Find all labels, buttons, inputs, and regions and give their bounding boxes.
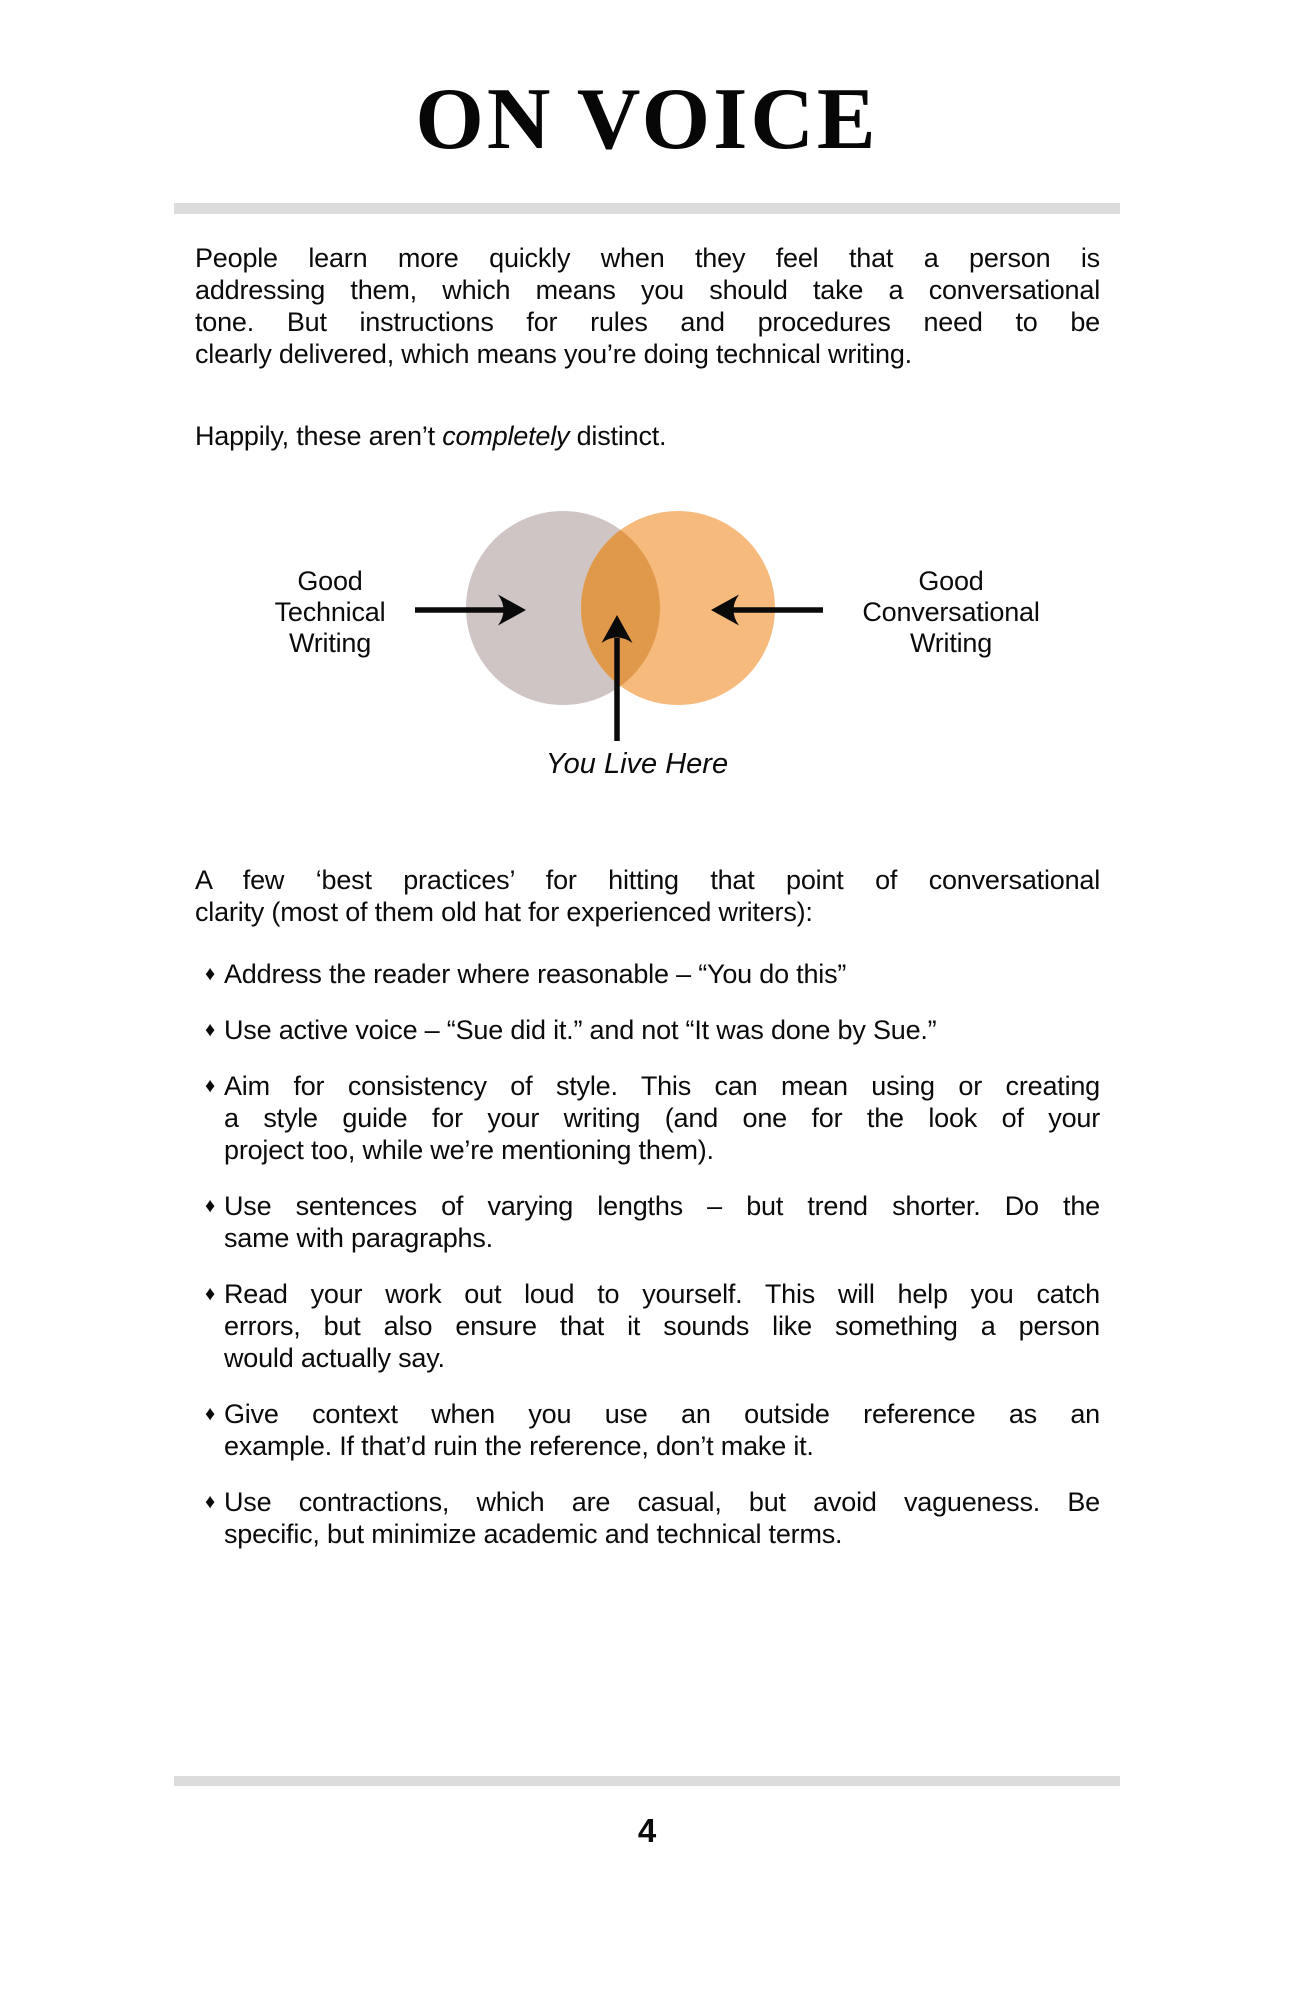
text-line: Read your work out loud to yourself. This will help you catch <box>224 1278 1100 1309</box>
text-line: Writing <box>909 627 993 658</box>
page-number: 4 <box>637 1812 657 1849</box>
bullet-text <box>224 1398 1100 1462</box>
text-line: addressing them, which means you should take a conversational <box>195 274 1100 305</box>
bullet-item <box>195 958 1100 990</box>
bullet-item <box>195 1398 1100 1462</box>
right-circle-label <box>838 566 1064 659</box>
text-line: Address the reader where reasonable – “You do this” <box>224 958 847 989</box>
text-line: specific, but minimize academic and technical terms. <box>224 1518 843 1549</box>
text-line: Writing <box>288 627 372 658</box>
bullet-list <box>195 958 1100 1550</box>
bullet-diamond-icon: ♦ <box>205 962 216 985</box>
page-title: ON VOICE <box>415 71 879 168</box>
text-line: a style guide for your writing (and one for the look of your <box>224 1102 1100 1133</box>
practices-paragraph <box>195 864 1100 928</box>
header-divider <box>174 203 1120 214</box>
bullet-diamond-icon: ♦ <box>205 1282 216 1305</box>
bullet-text <box>224 958 1100 990</box>
bullet-diamond-icon: ♦ <box>205 1490 216 1513</box>
bullet-diamond-icon: ♦ <box>205 1018 216 1041</box>
text-line: Use sentences of varying lengths – but trend shorter. Do the <box>224 1190 1100 1221</box>
text-line: project too, while we’re mentioning them). <box>224 1134 714 1165</box>
text-line: Technical <box>274 596 386 627</box>
text-line: Good <box>297 565 363 596</box>
bullet-diamond-icon: ♦ <box>205 1402 216 1425</box>
bullet-text <box>224 1278 1100 1374</box>
text-line: tone. But instructions for rules and procedures need to be <box>195 306 1100 337</box>
practices-section <box>195 864 1100 1550</box>
happily-prefix: Happily, these aren’t <box>195 420 443 451</box>
text-line: Use active voice – “Sue did it.” and not “It was done by Sue.” <box>224 1014 937 1045</box>
happily-italic-word: completely <box>442 420 570 451</box>
happily-paragraph <box>195 420 1100 452</box>
bullet-item <box>195 1070 1100 1166</box>
bullet-text <box>224 1014 1100 1046</box>
text-line: example. If that’d ruin the reference, don’t make it. <box>224 1430 814 1461</box>
text-line: same with paragraphs. <box>224 1222 493 1253</box>
body-text <box>195 242 1100 452</box>
text-line: Aim for consistency of style. This can mean using or creating <box>224 1070 1100 1101</box>
bullet-item <box>195 1278 1100 1374</box>
bullet-item <box>195 1486 1100 1550</box>
text-line: clearly delivered, which means you’re doing technical writing. <box>195 338 912 369</box>
text-line: Give context when you use an outside reference as an <box>224 1398 1100 1429</box>
intro-paragraph <box>195 242 1100 370</box>
text-line: A few ‘best practices’ for hitting that point of conversational <box>195 864 1100 895</box>
bullet-diamond-icon: ♦ <box>205 1194 216 1217</box>
text-line: errors, but also ensure that it sounds like something a person <box>224 1310 1100 1341</box>
text-line: People learn more quickly when they feel that a person is <box>195 242 1100 273</box>
text-line: clarity (most of them old hat for experienced writers): <box>195 896 813 927</box>
overlap-label: You Live Here <box>545 747 729 780</box>
text-line: Good <box>918 565 984 596</box>
bullet-text <box>224 1070 1100 1166</box>
bullet-text <box>224 1190 1100 1254</box>
bullet-diamond-icon: ♦ <box>205 1074 216 1097</box>
text-line: Conversational <box>862 596 1040 627</box>
footer-divider <box>174 1776 1120 1786</box>
left-circle-label <box>230 566 430 659</box>
bullet-item <box>195 1190 1100 1254</box>
happily-suffix: distinct. <box>569 420 667 451</box>
bullet-text <box>224 1486 1100 1550</box>
text-line: would actually say. <box>224 1342 445 1373</box>
venn-diagram <box>0 498 1294 808</box>
text-line: Use contractions, which are casual, but avoid vagueness. Be <box>224 1486 1100 1517</box>
bullet-item <box>195 1014 1100 1046</box>
